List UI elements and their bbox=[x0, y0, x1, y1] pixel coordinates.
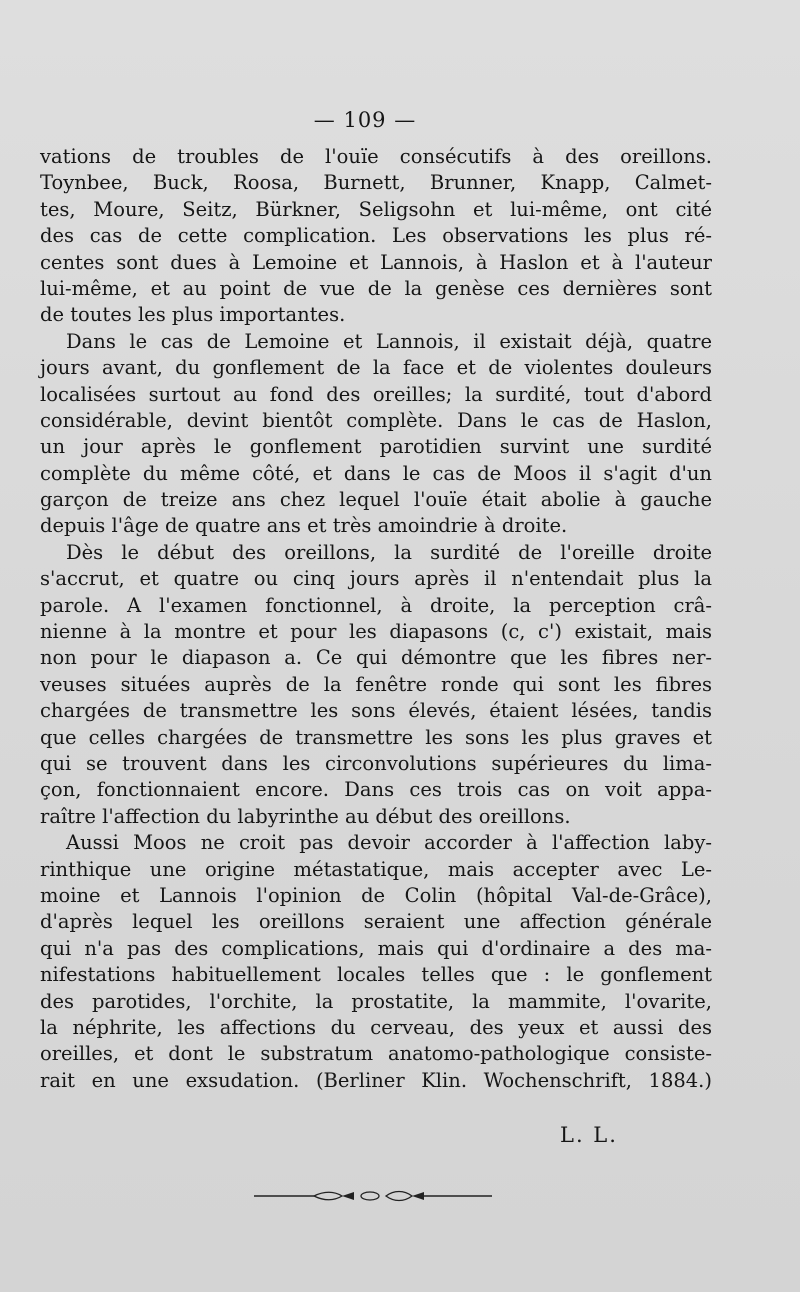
text-line: d'après lequel les oreillons seraient une affection générale bbox=[40, 910, 712, 934]
text-line: localisées surtout au fond des oreilles; la surdité, tout d'abord bbox=[40, 382, 712, 406]
text-line: moine et Lannois l'opinion de Colin (hôpital Val-de-Grâce), bbox=[40, 883, 712, 907]
text-line: considérable, devint bientôt complète. Dans le cas de Haslon, bbox=[40, 408, 712, 432]
text-line: centes sont dues à Lemoine et Lannois, à Haslon et à l'auteur bbox=[40, 250, 712, 274]
text-line: complète du même côté, et dans le cas de Moos il s'agit d'un bbox=[40, 461, 712, 485]
text-line: rinthique une origine métastatique, mais accepter avec Le- bbox=[40, 857, 712, 881]
text-line: des cas de cette complication. Les observations les plus ré- bbox=[40, 224, 712, 248]
text-line: de toutes les plus importantes. bbox=[40, 303, 346, 327]
text-line: raître l'affection du labyrinthe au début des oreillons. bbox=[40, 804, 571, 828]
text-line: vations de troubles de l'ouïe consécutifs à des oreillons. bbox=[40, 145, 712, 168]
text-line: lui-même, et au point de vue de la genèse ces dernières sont bbox=[40, 276, 712, 300]
text-line: Dans le cas de Lemoine et Lannois, il existait déjà, quatre bbox=[66, 329, 712, 353]
text-line: qui se trouvent dans les circonvolutions supérieures du lima- bbox=[40, 751, 712, 775]
text-line: veuses situées auprès de la fenêtre ronde qui sont les fibres bbox=[40, 672, 712, 696]
text-line: jours avant, du gonflement de la face et de violentes douleurs bbox=[40, 356, 712, 380]
end-ornament-divider bbox=[254, 1186, 492, 1206]
text-line: depuis l'âge de quatre ans et très amoindrie à droite. bbox=[40, 514, 568, 538]
text-line: oreilles, et dont le substratum anatomo-pathologique consiste- bbox=[40, 1042, 712, 1066]
author-initials: L. L. bbox=[560, 1123, 618, 1147]
text-line: Aussi Moos ne croit pas devoir accorder à l'affection laby- bbox=[66, 831, 712, 855]
body-text bbox=[40, 144, 712, 1094]
text-line: garçon de treize ans chez lequel l'ouïe était abolie à gauche bbox=[40, 488, 712, 512]
text-line: tes, Moure, Seitz, Bürkner, Seligsohn et lui-même, ont cité bbox=[40, 197, 712, 221]
page-number: — 109 — bbox=[313, 108, 417, 132]
text-line: Toynbee, Buck, Roosa, Burnett, Brunner, Knapp, Calmet- bbox=[40, 171, 712, 195]
text-line: nienne à la montre et pour les diapasons (c, c') existait, mais bbox=[40, 620, 712, 644]
text-line: que celles chargées de transmettre les sons les plus graves et bbox=[40, 725, 712, 749]
text-line: qui n'a pas des complications, mais qui d'ordinaire a des ma- bbox=[40, 936, 712, 960]
text-line: chargées de transmettre les sons élevés, étaient lésées, tandis bbox=[40, 699, 712, 723]
text-line: non pour le diapason a. Ce qui démontre que les fibres ner- bbox=[40, 646, 712, 670]
text-line: parole. A l'examen fonctionnel, à droite, la perception crâ- bbox=[40, 593, 712, 617]
text-line: s'accrut, et quatre ou cinq jours après il n'entendait plus la bbox=[40, 567, 712, 591]
text-line: des parotides, l'orchite, la prostatite, la mammite, l'ovarite, bbox=[40, 989, 712, 1013]
text-line: nifestations habituellement locales telles que : le gonflement bbox=[40, 963, 712, 987]
text-line: rait en une exsudation. (Berliner Klin. Wochenschrift, 1884.) bbox=[40, 1068, 712, 1092]
text-line: çon, fonctionnaient encore. Dans ces trois cas on voit appa- bbox=[40, 778, 712, 802]
text-line: la néphrite, les affections du cerveau, des yeux et aussi des bbox=[40, 1015, 712, 1039]
text-line: Dès le début des oreillons, la surdité de l'oreille droite bbox=[66, 540, 712, 564]
text-line: un jour après le gonflement parotidien survint une surdité bbox=[40, 435, 712, 459]
